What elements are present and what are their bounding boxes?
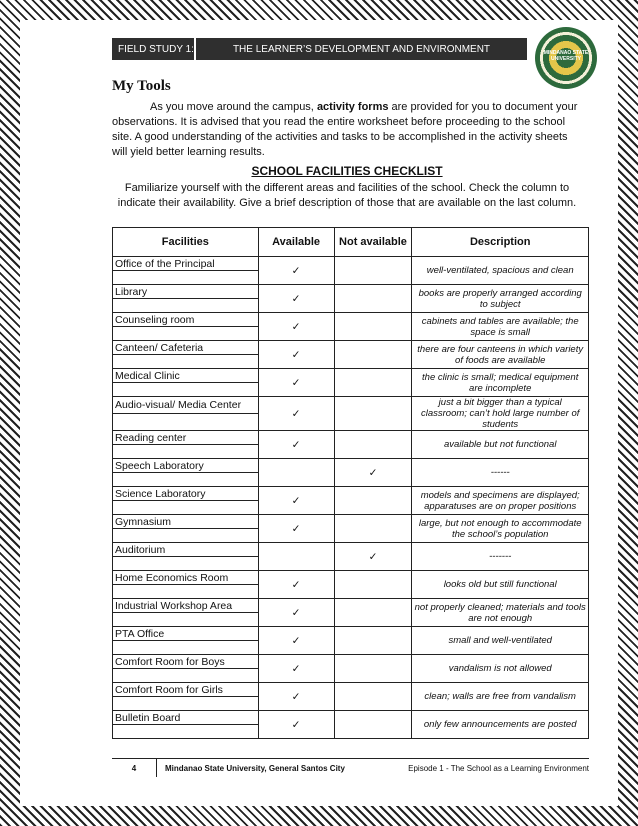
- table-row: [113, 459, 589, 473]
- available-cell: [258, 487, 334, 515]
- header-available: Available: [258, 228, 334, 257]
- header-description: Description: [412, 228, 589, 257]
- check-mark-icon: ✓: [291, 348, 301, 361]
- footer-university: Mindanao State University, General Santos City: [165, 763, 345, 773]
- table-row: [113, 711, 589, 725]
- check-mark-icon: ✓: [291, 438, 301, 451]
- facility-name: Gymnasium: [113, 515, 259, 529]
- table-header-row: [113, 228, 589, 257]
- available-cell: [258, 571, 334, 599]
- not-available-cell: [334, 369, 412, 397]
- available-cell: [258, 599, 334, 627]
- not-available-cell: [334, 397, 412, 431]
- facility-description: large, but not enough to accommodate the school’s population: [412, 515, 589, 543]
- intro-part2: are provided for you to document your observations. It is advised that you read the entire worksheet before proceeding to the school site. A good understanding of the activities and tasks to be accomplished in the activity sheets will yield better learning results.: [112, 101, 578, 158]
- check-mark-icon: ✓: [291, 690, 301, 703]
- not-available-cell: [334, 515, 412, 543]
- not-available-cell: [334, 627, 412, 655]
- facility-description: the clinic is small; medical equipment are incomplete: [412, 369, 589, 397]
- header-facilities: Facilities: [113, 228, 259, 257]
- blank-cell: [113, 271, 259, 285]
- not-available-cell: [334, 711, 412, 739]
- table-row: [113, 313, 589, 327]
- check-mark-icon: ✓: [368, 550, 378, 563]
- available-cell: [258, 341, 334, 369]
- blank-cell: [113, 473, 259, 487]
- seal-text: MINDANAO STATE UNIVERSITY: [543, 50, 589, 62]
- facility-description: available but not functional: [412, 431, 589, 459]
- blank-cell: [113, 383, 259, 397]
- not-available-cell: [334, 459, 412, 487]
- not-available-cell: [334, 655, 412, 683]
- facility-description: small and well-ventilated: [412, 627, 589, 655]
- check-mark-icon: ✓: [291, 407, 301, 420]
- table-row: [113, 655, 589, 669]
- page-number: 4: [112, 759, 157, 777]
- not-available-cell: [334, 599, 412, 627]
- facility-description: just a bit bigger than a typical classroom; can’t hold large number of students: [412, 397, 589, 431]
- blank-cell: [113, 669, 259, 683]
- header-title: THE LEARNER’S DEVELOPMENT AND ENVIRONMENT: [232, 43, 491, 55]
- facility-description: ------: [412, 459, 589, 487]
- available-cell: [258, 431, 334, 459]
- check-mark-icon: ✓: [291, 634, 301, 647]
- available-cell: [258, 543, 334, 571]
- facility-description: looks old but still functional: [412, 571, 589, 599]
- check-mark-icon: ✓: [291, 606, 301, 619]
- check-mark-icon: ✓: [291, 662, 301, 675]
- checklist-title: SCHOOL FACILITIES CHECKLIST: [251, 164, 443, 178]
- facility-name: Counseling room: [113, 313, 259, 327]
- table-row: [113, 341, 589, 355]
- facility-description: clean; walls are free from vandalism: [412, 683, 589, 711]
- facility-description: -------: [412, 543, 589, 571]
- available-cell: [258, 397, 334, 431]
- table-row: [113, 369, 589, 383]
- facility-name: Audio-visual/ Media Center: [113, 397, 259, 414]
- available-cell: [258, 627, 334, 655]
- not-available-cell: [334, 313, 412, 341]
- facility-name: Reading center: [113, 431, 259, 445]
- blank-cell: [113, 557, 259, 571]
- section-title: My Tools: [112, 78, 171, 94]
- facility-description: there are four canteens in which variety of foods are available: [412, 341, 589, 369]
- facility-name: Industrial Workshop Area: [113, 599, 259, 613]
- table-row: [113, 627, 589, 641]
- instructions: Familiarize yourself with the different areas and facilities of the school. Check the column to indicate their availability. Give a brief description of those that are available on the last column.: [117, 182, 577, 209]
- facility-description: models and specimens are displayed; apparatuses are on proper positions: [412, 487, 589, 515]
- table-row: [113, 431, 589, 445]
- blank-cell: [113, 445, 259, 459]
- intro-part1: As you move around the campus,: [150, 101, 317, 113]
- blank-cell: [113, 414, 259, 431]
- header-bar: [112, 38, 527, 60]
- check-mark-icon: ✓: [291, 320, 301, 333]
- blank-cell: [113, 327, 259, 341]
- blank-cell: [113, 725, 259, 739]
- footer: [112, 758, 589, 777]
- available-cell: [258, 515, 334, 543]
- blank-cell: [113, 355, 259, 369]
- facility-name: Office of the Principal: [113, 257, 259, 271]
- not-available-cell: [334, 487, 412, 515]
- check-mark-icon: ✓: [291, 292, 301, 305]
- facility-name: Comfort Room for Girls: [113, 683, 259, 697]
- check-mark-icon: ✓: [291, 578, 301, 591]
- table-row: [113, 397, 589, 414]
- blank-cell: [113, 697, 259, 711]
- available-cell: [258, 655, 334, 683]
- not-available-cell: [334, 571, 412, 599]
- check-mark-icon: ✓: [291, 376, 301, 389]
- check-mark-icon: ✓: [291, 718, 301, 731]
- intro-bold: activity forms: [316, 101, 389, 113]
- facility-description: cabinets and tables are available; the space is small: [412, 313, 589, 341]
- not-available-cell: [334, 683, 412, 711]
- blank-cell: [113, 613, 259, 627]
- available-cell: [258, 313, 334, 341]
- facility-description: vandalism is not allowed: [412, 655, 589, 683]
- available-cell: [258, 257, 334, 285]
- table-row: [113, 257, 589, 271]
- facility-name: Library: [113, 285, 259, 299]
- facility-name: Auditorium: [113, 543, 259, 557]
- footer-episode: Episode 1 - The School as a Learning Environment: [408, 763, 589, 773]
- check-mark-icon: ✓: [291, 494, 301, 507]
- facility-description: well-ventilated, spacious and clean: [412, 257, 589, 285]
- field-study-label: FIELD STUDY 1:: [112, 38, 196, 60]
- header-not-available: Not available: [334, 228, 412, 257]
- facility-name: Medical Clinic: [113, 369, 259, 383]
- not-available-cell: [334, 431, 412, 459]
- not-available-cell: [334, 543, 412, 571]
- table-row: [113, 285, 589, 299]
- table-row: [113, 543, 589, 557]
- not-available-cell: [334, 285, 412, 313]
- facility-description: not properly cleaned; materials and tools are not enough: [412, 599, 589, 627]
- not-available-cell: [334, 257, 412, 285]
- table-row: [113, 683, 589, 697]
- facility-description: only few announcements are posted: [412, 711, 589, 739]
- facility-name: Canteen/ Cafeteria: [113, 341, 259, 355]
- blank-cell: [113, 299, 259, 313]
- table-row: [113, 571, 589, 585]
- available-cell: [258, 711, 334, 739]
- table-row: [113, 599, 589, 613]
- facility-name: Speech Laboratory: [113, 459, 259, 473]
- facility-name: Comfort Room for Boys: [113, 655, 259, 669]
- available-cell: [258, 369, 334, 397]
- facilities-table: [112, 227, 589, 739]
- intro-paragraph: [112, 100, 582, 160]
- table-row: [113, 515, 589, 529]
- table-row: [113, 487, 589, 501]
- facility-name: Science Laboratory: [113, 487, 259, 501]
- check-mark-icon: ✓: [291, 264, 301, 277]
- facility-name: Home Economics Room: [113, 571, 259, 585]
- blank-cell: [113, 641, 259, 655]
- available-cell: [258, 459, 334, 487]
- blank-cell: [113, 529, 259, 543]
- available-cell: [258, 285, 334, 313]
- facility-description: books are properly arranged according to subject: [412, 285, 589, 313]
- not-available-cell: [334, 341, 412, 369]
- facility-name: Bulletin Board: [113, 711, 259, 725]
- blank-cell: [113, 585, 259, 599]
- facility-name: PTA Office: [113, 627, 259, 641]
- blank-cell: [113, 501, 259, 515]
- available-cell: [258, 683, 334, 711]
- check-mark-icon: ✓: [291, 522, 301, 535]
- check-mark-icon: ✓: [368, 466, 378, 479]
